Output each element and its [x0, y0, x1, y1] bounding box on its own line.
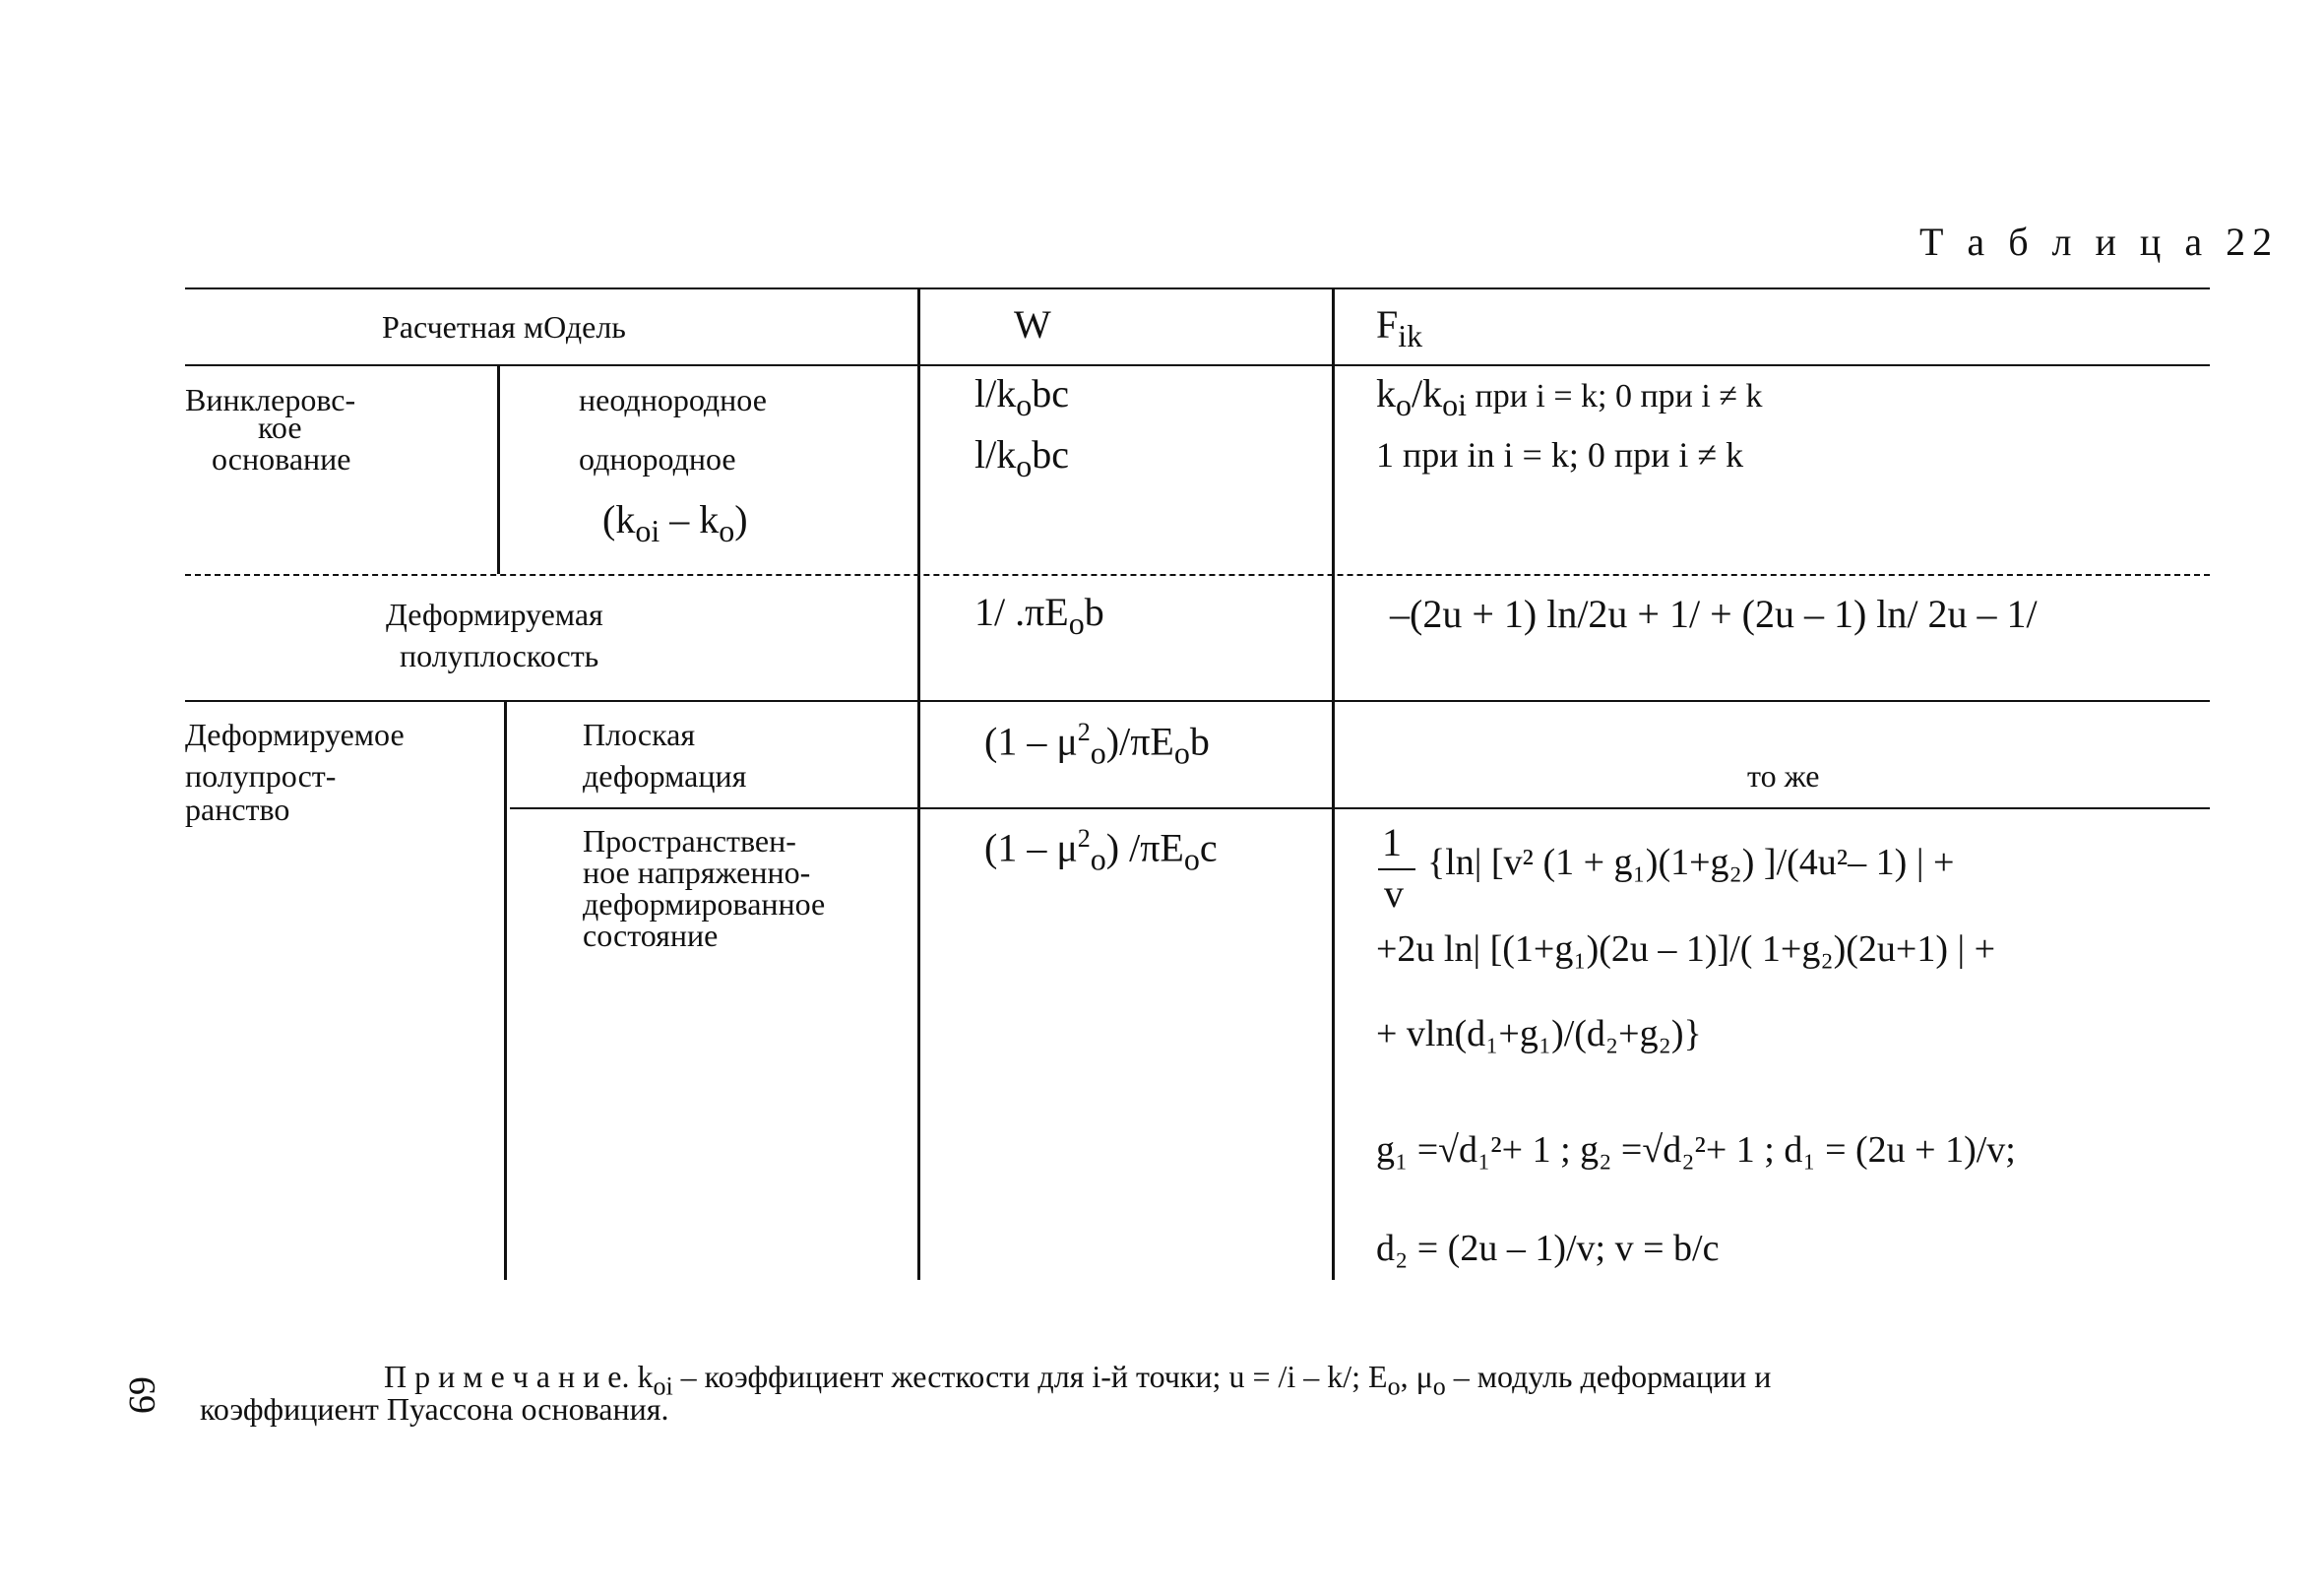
space-w — [984, 819, 1218, 878]
f1-b-sub: oi — [1442, 387, 1468, 422]
space-label-1: Пространствен- — [583, 823, 796, 859]
w1-sub: o — [1016, 387, 1033, 422]
w2-a: l/k — [974, 432, 1017, 477]
rule-halfspace-sub — [504, 700, 507, 1280]
header-fik-sub: ik — [1398, 318, 1423, 353]
halfspace-label-3: ранство — [185, 792, 290, 827]
winkler-w-inhomogeneous — [974, 371, 1069, 424]
w2-b: bc — [1032, 432, 1069, 477]
cond-a: (k — [602, 497, 636, 541]
flat-label-1: Плоская — [583, 717, 696, 752]
space-w-a: (1 – μ — [984, 825, 1078, 870]
flat-w-sub: o — [1090, 734, 1106, 771]
flat-w-b: )/πE — [1105, 719, 1174, 764]
header-fik-main: F — [1376, 302, 1399, 347]
halfplane-f: –(2u + 1) ln/2u + 1/ + (2u – 1) ln/ 2u – 1/ — [1390, 592, 2038, 636]
note-mu-sub: o — [1432, 1371, 1446, 1401]
page-number: 69 — [121, 1376, 162, 1414]
note-k: k — [629, 1359, 654, 1394]
winkler-sub-homogeneous: однородное — [579, 441, 736, 477]
note-rest: – коэффициент жесткости для i-й точки; u = /i – k/; E — [672, 1359, 1388, 1394]
space-f-line-2: +2u ln| [(1+g₁)(2u – 1)]/( 1+g₂)(2u+1) | + — [1376, 928, 1996, 970]
cond-sub1: oi — [635, 513, 660, 548]
flat-label-2: деформация — [583, 758, 747, 794]
space-label-3: деформированное — [583, 886, 826, 922]
f1-a-sub: o — [1396, 387, 1412, 422]
note-label: П р и м е ч а н и е. — [384, 1359, 630, 1394]
note-mu: , μ — [1400, 1359, 1433, 1394]
space-w-c: c — [1199, 825, 1218, 870]
note-line-2: коэффициент Пуассона основания. — [200, 1391, 669, 1427]
f1-b: /k — [1412, 371, 1443, 415]
hp-w-sub: o — [1068, 605, 1085, 641]
flat-w — [984, 713, 1210, 772]
rule-header-bottom — [185, 364, 2210, 366]
space-f-line-1: {ln| [v² (1 + g₁)(1+g₂) ]/(4u²– 1) | + — [1427, 842, 1955, 883]
flat-f-same: то же — [1747, 758, 1820, 794]
space-f-line-4: g₁ =√d₁²+ 1 ; g₂ =√d₂²+ 1 ; d₁ = (2u + 1)/v; — [1376, 1129, 2016, 1171]
space-w-b: ) /πE — [1105, 825, 1184, 870]
space-label-4: состояние — [583, 918, 719, 953]
note-k-sub: oi — [653, 1371, 673, 1401]
winkler-label-1: Винклеровс- — [185, 382, 356, 417]
hp-w-a: 1/ .πE — [974, 590, 1069, 634]
note-end: – модуль деформации и — [1445, 1359, 1772, 1394]
rule-col-f — [1332, 287, 1335, 1280]
winkler-f-inhomogeneous — [1376, 371, 1763, 424]
cond-c: ) — [734, 497, 748, 541]
flat-w-sub2: o — [1173, 734, 1190, 771]
space-f-line-5: d₂ = (2u – 1)/v; v = b/c — [1376, 1228, 1720, 1269]
halfspace-label-1: Деформируемое — [185, 717, 405, 752]
w2-sub: o — [1016, 448, 1033, 483]
winkler-label-2: кое — [258, 410, 302, 445]
rule-col-w — [917, 287, 920, 1280]
rule-halfplane-bottom — [185, 700, 2210, 702]
w1-a: l/k — [974, 371, 1017, 415]
rule-winkler-bottom — [185, 574, 2210, 576]
halfplane-w — [974, 590, 1104, 643]
space-frac-bar — [1378, 868, 1415, 870]
w1-b: bc — [1032, 371, 1069, 415]
winkler-f-homogeneous: 1 при in i = k; 0 при i ≠ k — [1376, 435, 1744, 475]
note-e-sub: o — [1387, 1371, 1401, 1401]
halfplane-label-2: полуплоскость — [400, 638, 599, 673]
winkler-sub-condition — [602, 497, 748, 550]
rule-flat-bottom — [510, 807, 2210, 809]
space-frac-den: v — [1384, 871, 1404, 916]
winkler-w-homogeneous — [974, 432, 1069, 485]
header-w: W — [1014, 302, 1051, 347]
halfspace-label-2: полупрост- — [185, 758, 337, 794]
hp-w-b: b — [1084, 590, 1104, 634]
winkler-label-3: основание — [212, 441, 351, 477]
space-label-2: ное напряженно- — [583, 855, 811, 890]
table-title: Т а б л и ц а 22 — [1919, 220, 2280, 264]
space-w-sub2: o — [1183, 841, 1200, 877]
space-w-sup: 2 — [1077, 824, 1091, 853]
flat-w-sup: 2 — [1077, 718, 1091, 746]
space-f-line-3: + vln(d₁+g₁)/(d₂+g₂)} — [1376, 1013, 1702, 1054]
space-w-sub: o — [1090, 841, 1106, 877]
f1-a: k — [1376, 371, 1396, 415]
header-fik — [1376, 302, 1423, 355]
rule-winkler-sub — [497, 364, 500, 574]
flat-w-a: (1 – μ — [984, 719, 1078, 764]
f1-c: при i = k; 0 при i ≠ k — [1467, 378, 1763, 414]
flat-w-c: b — [1189, 719, 1210, 764]
cond-b: – k — [660, 497, 720, 541]
winkler-sub-inhomogeneous: неоднородное — [579, 382, 767, 417]
halfplane-label-1: Деформируемая — [386, 597, 603, 632]
space-frac-num: 1 — [1382, 820, 1402, 864]
cond-sub2: o — [719, 513, 735, 548]
rule-top — [185, 287, 2210, 289]
header-model: Расчетная мОдель — [382, 309, 626, 345]
